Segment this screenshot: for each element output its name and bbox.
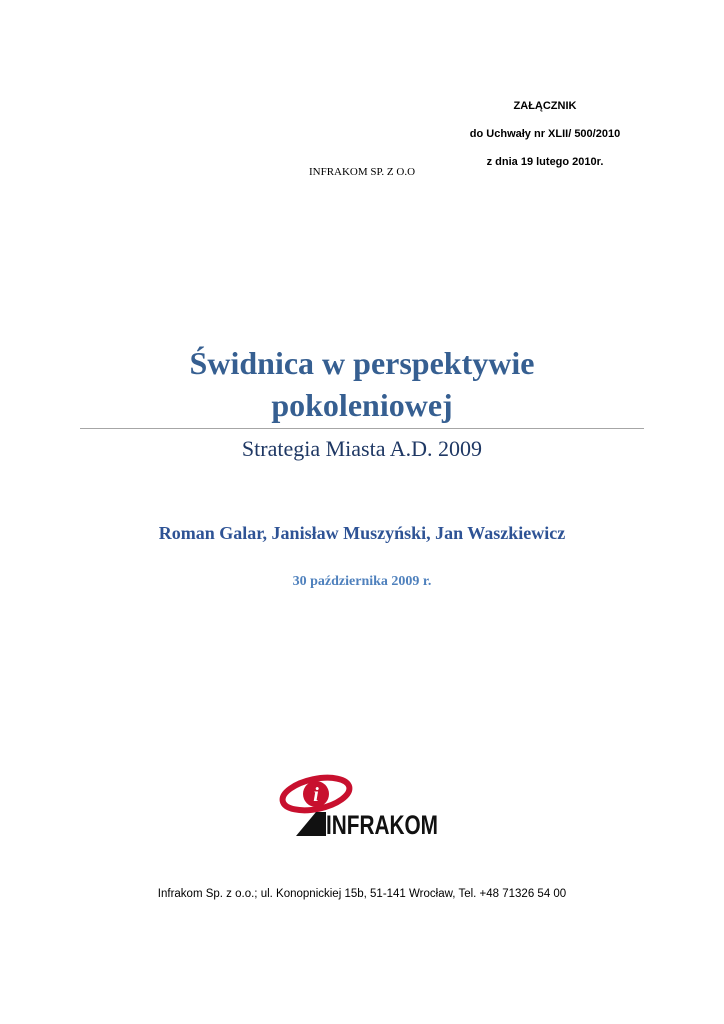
- logo-wedge-shape: [296, 812, 326, 836]
- logo-wordmark: INFRAKOM: [326, 810, 438, 840]
- logo-letter: i: [313, 784, 319, 806]
- annex-title: ZAŁĄCZNIK: [513, 100, 577, 112]
- company-header: INFRAKOM SP. Z O.O: [308, 166, 416, 178]
- title-divider: [80, 428, 644, 429]
- document-authors: Roman Galar, Janisław Muszyński, Jan Waszkiewicz: [158, 523, 566, 543]
- annex-block: [400, 92, 690, 176]
- document-date: 30 października 2009 r.: [292, 574, 432, 589]
- footer-address: Infrakom Sp. z o.o.; ul. Konopnickiej 15b, 51-141 Wrocław, Tel. +48 71326 54 00: [157, 888, 567, 900]
- document-title-line-1: Świdnica w perspektywie: [189, 345, 535, 381]
- annex-date: z dnia 19 lutego 2010r.: [486, 156, 604, 168]
- document-title-line-2: pokoleniowej: [271, 387, 453, 423]
- infrakom-logo: [278, 774, 444, 838]
- document-subtitle: Strategia Miasta A.D. 2009: [241, 436, 483, 461]
- annex-resolution: do Uchwały nr XLII/ 500/2010: [469, 128, 621, 140]
- infrakom-logo-graphic: [278, 774, 444, 838]
- document-title: [80, 342, 644, 426]
